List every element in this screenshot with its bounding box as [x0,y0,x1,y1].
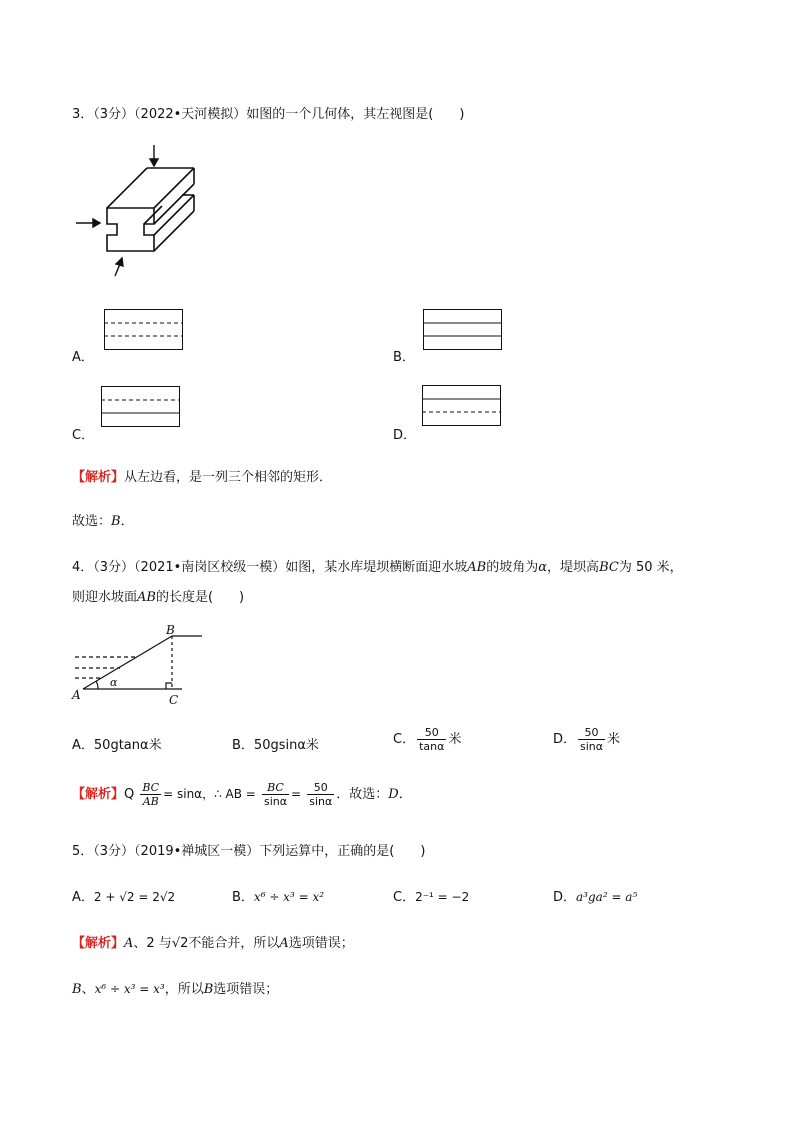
answer-letter: D [388,787,399,802]
q4-label-alpha: α [110,676,118,689]
q4-bc: BC [599,560,619,575]
analysis-part: 、 [81,982,95,997]
q3-option-a-figure [104,309,184,351]
q4-option-d [553,726,620,753]
q5-option-b [232,886,324,905]
fraction-denominator: sinα [264,795,288,808]
fraction-denominator: AB [142,795,159,808]
q4-stem-part: 的坡角为 [486,560,539,575]
option-label: C． [393,732,416,747]
q3-option-d-label: D． [393,428,417,443]
analysis-part: 选项错误； [288,936,354,951]
answer-letter: B [111,514,121,529]
fraction [578,726,605,753]
q4-analysis [72,781,412,808]
equation-part: ，∴ AB = [202,787,256,801]
option-label: D． [553,890,577,905]
option-label: A． [72,738,94,753]
q4-option-a [72,734,162,753]
q4-ab: AB [467,560,487,575]
q4-label-c: C [169,693,179,707]
fraction [140,781,161,808]
answer-text: ．故选： [336,787,389,802]
q5-stem: 5．（3分）（2019•禅城区一模）下列运算中，正确的是( ) [72,844,426,859]
analysis-tag: 【解析】 [72,787,125,802]
answer-suffix: ． [120,514,134,529]
q5-analysis-line2 [72,978,278,997]
option-unit: 米 [448,732,462,747]
option-label: D． [553,732,577,747]
q4-stem-part: ，堤坝高 [547,560,600,575]
fraction-numerator: BC [262,781,289,795]
option-unit: 米 [607,732,621,747]
analysis-tag: 【解析】 [72,936,125,951]
q3-option-d-figure [422,385,502,427]
option-label: C． [393,890,416,905]
q4-stem-line2 [72,586,244,605]
analysis-part: A [279,936,289,951]
answer-prefix: 故选： [72,514,112,529]
analysis-part: B [203,982,214,997]
q5-option-a [72,886,175,905]
q3-analysis [72,466,332,485]
fraction-numerator: 50 [578,726,605,740]
analysis-part: ，所以 [164,982,204,997]
analysis-part: B [72,982,82,997]
option-label: A． [72,890,94,905]
q4-ab: AB [137,590,156,605]
fraction-denominator: sinα [580,740,604,753]
option-label: B． [232,890,254,905]
q4-stem-part: 为 50 米， [618,560,683,575]
q4-stem-line1 [72,556,683,575]
q5-option-d [553,886,637,905]
q3-option-b-label: B． [393,350,415,365]
option-text: 50gsinα米 [253,738,319,753]
q3-option-c-label: C． [72,428,95,443]
analysis-part: 不能合并，所以 [188,936,280,951]
analysis-tag: 【解析】 [72,470,125,485]
q3-stem: 3．（3分）（2022•天河模拟）如图的一个几何体，其左视图是( ) [72,107,465,122]
q4-label-b: B [166,623,175,637]
q3-option-c-figure [101,386,181,428]
analysis-part: 、2 与 [133,936,172,951]
because-symbol: Q [124,787,135,802]
analysis-part: A [124,936,134,951]
q4-dam-figure [70,622,210,704]
fraction [307,781,334,808]
q4-stem-part: 则迎水坡面 [72,590,138,605]
q4-label-a: A [72,688,81,702]
q3-answer [72,510,134,529]
fraction-denominator: sinα [309,795,333,808]
q3-option-b-figure [423,309,503,351]
fraction-numerator: 50 [417,726,446,740]
option-text: 2⁻¹ = −2 [415,890,470,904]
option-text: 50gtanα米 [93,738,162,753]
fraction-numerator: 50 [307,781,334,795]
analysis-part: x⁶ ÷ x³ = x³ [94,982,165,996]
q4-alpha: α [538,560,548,575]
q5-analysis-line1 [72,932,354,951]
fraction [417,726,446,753]
q4-option-c [393,726,461,753]
q4-stem-part: 的长度是( ) [155,590,245,605]
option-text: 2 + √2 = 2√2 [93,890,176,904]
option-label: B． [232,738,254,753]
fraction [262,781,289,808]
q5-option-c [393,886,469,905]
fraction-denominator: tanα [419,740,445,753]
analysis-part: √2 [171,936,189,951]
q3-analysis-text: 从左边看，是一列三个相邻的矩形． [124,470,333,485]
equation-part: = sinα [163,787,203,801]
equation-part: = [291,787,302,801]
q4-option-b [232,734,319,753]
analysis-part: 选项错误； [213,982,279,997]
option-text: a³ga² = a⁵ [576,890,638,904]
fraction-numerator: BC [142,781,160,794]
q4-stem-part: 4．（3分）（2021•南岗区校级一模）如图，某水库堤坝横断面迎水坡 [72,560,468,575]
q3-option-a-label: A． [72,350,94,365]
q3-solid-figure [70,140,270,280]
answer-end: ． [398,787,412,802]
option-text: x⁶ ÷ x³ = x² [253,890,325,904]
